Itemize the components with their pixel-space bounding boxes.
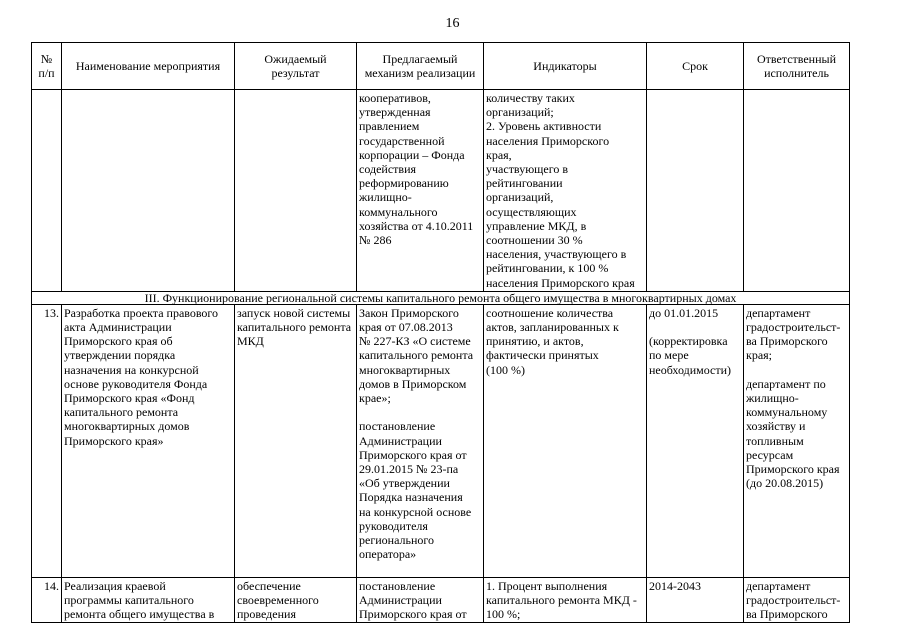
- table-row: [32, 577, 850, 623]
- header-term: Срок: [647, 43, 744, 90]
- cell-name: [62, 90, 235, 292]
- cell-name: Реализация краевой программы капитального ремонта общего имущества в: [62, 577, 235, 623]
- cell-result: запуск новой системы капитального ремонта МКД: [235, 304, 357, 577]
- cell-indicators: соотношение количества актов, запланированных к принятию, и актов, фактически принятых (100 %): [484, 304, 647, 577]
- cell-term: [647, 90, 744, 292]
- header-indicators: Индикаторы: [484, 43, 647, 90]
- header-row: [32, 43, 850, 90]
- section-row: [32, 291, 850, 304]
- cell-num: 14.: [32, 577, 62, 623]
- cell-mechanism: постановление Администрации Приморского края от: [357, 577, 484, 623]
- cell-num: 13.: [32, 304, 62, 577]
- cell-mechanism: Закон Приморского края от 07.08.2013 № 227-КЗ «О системе капитального ремонта многоквартирных домов в Приморском крае»; постановление Администрации Приморского края от 29.01.2015 № 23-па «Об утверждении Порядка назначения на конкурсной основе руководителя регионального оператора»: [357, 304, 484, 577]
- cell-term: 2014-2043: [647, 577, 744, 623]
- cell-responsible: департамент градостроительст- ва Приморского края; департамент по жилищно- коммунальному хозяйству и топливным ресурсам Приморского края (до 20.08.2015): [744, 304, 850, 577]
- cell-responsible: [744, 90, 850, 292]
- section-title: III. Функционирование региональной системы капитального ремонта общего имущества в многоквартирных домах: [32, 291, 850, 304]
- cell-name: Разработка проекта правового акта Администрации Приморского края об утверждении порядка назначения на конкурсной основе руководителя Фонда Приморского края «Фонд капитального ремонта многоквартирных домов Приморского края»: [62, 304, 235, 577]
- cell-responsible: департамент градостроительст- ва Приморского: [744, 577, 850, 623]
- cell-term: до 01.01.2015 (корректировка по мере необходимости): [647, 304, 744, 577]
- table-row: [32, 304, 850, 577]
- page-number: 16: [445, 16, 460, 31]
- header-responsible: Ответственный исполнитель: [744, 43, 850, 90]
- cell-indicators: количеству таких организаций; 2. Уровень активности населения Приморского края, участвующего в рейтинговании организаций, осуществляющих управление МКД, в соотношении 30 % населения, участвующего в рейтинговании, к 100 % населения Приморского края: [484, 90, 647, 292]
- header-name: Наименование мероприятия: [62, 43, 235, 90]
- table-row-continued: [32, 90, 850, 292]
- cell-mechanism: кооперативов, утвержденная правлением государственной корпорации – Фонда содействия реформированию жилищно- коммунального хозяйства от 4.10.2011 № 286: [357, 90, 484, 292]
- cell-result: обеспечение своевременного проведения: [235, 577, 357, 623]
- header-num: № п/п: [32, 43, 62, 90]
- cell-indicators: 1. Процент выполнения капитального ремонта МКД - 100 %;: [484, 577, 647, 623]
- header-mechanism: Предлагаемый механизм реализации: [357, 43, 484, 90]
- cell-result: [235, 90, 357, 292]
- header-result: Ожидаемый результат: [235, 43, 357, 90]
- cell-num: [32, 90, 62, 292]
- measures-table: [31, 42, 850, 623]
